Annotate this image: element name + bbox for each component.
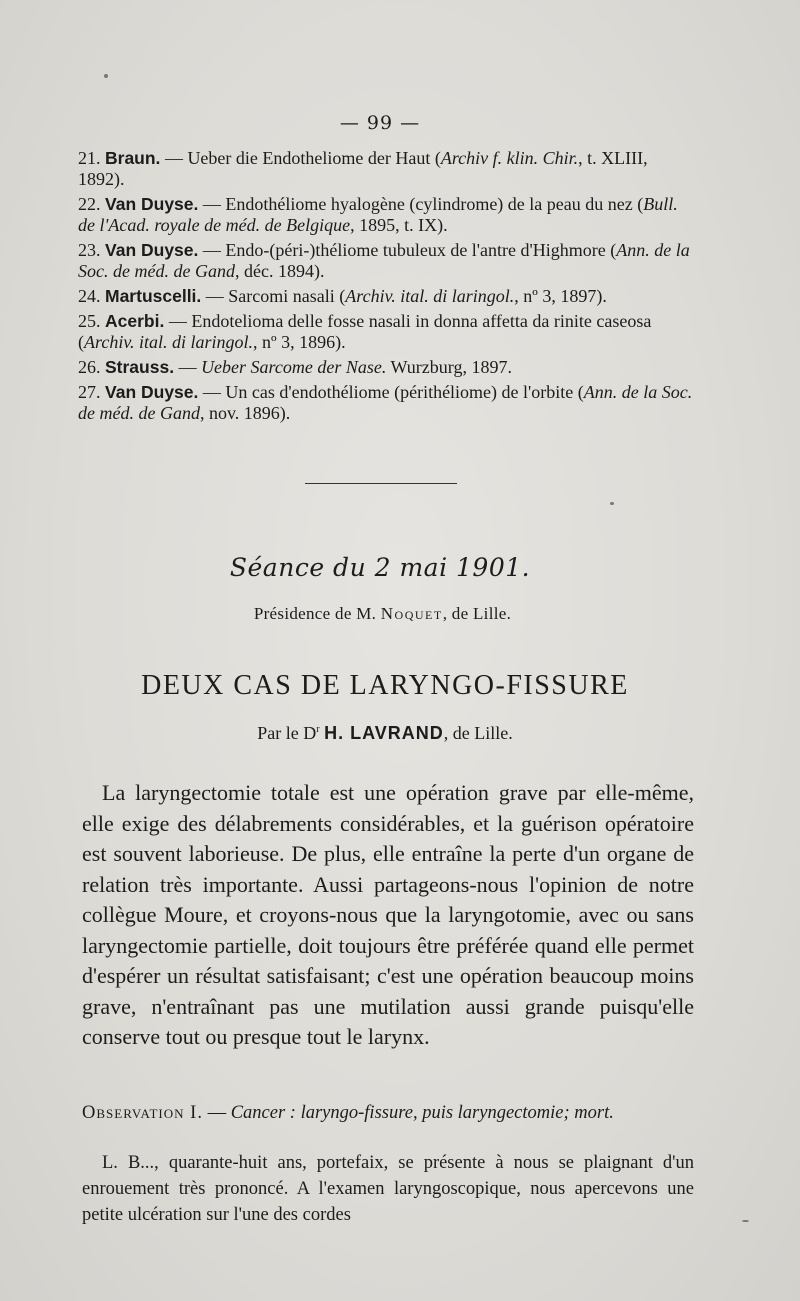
reference-author: Braun. <box>105 148 161 168</box>
observation-title: Cancer : laryngo-fissure, puis laryngectomie; mort. <box>230 1103 614 1123</box>
reference-source: Ann. de la Soc. de méd. de Gand <box>78 382 693 423</box>
section-divider <box>305 483 457 484</box>
reference-author: Van Duyse. <box>105 240 199 260</box>
print-speck <box>742 1220 749 1222</box>
reference-item: 26. Strauss. — Ueber Sarcome der Nase. Wurzburg, 1897. <box>78 357 512 377</box>
observation-label: Observation I. <box>82 1103 203 1123</box>
reference-author: Martuscelli. <box>105 286 202 306</box>
reference-source: Ueber Sarcome der Nase. <box>201 357 387 377</box>
presidence-line: Présidence de M. Noquet, de Lille. <box>253 604 512 623</box>
session-heading: Séance du 2 mai 1901. <box>229 553 531 582</box>
reference-author: Van Duyse. <box>105 382 199 402</box>
article-title: DEUX CAS DE LARYNGO-FISSURE <box>141 670 629 701</box>
reference-item: 25. Acerbi. — Endotelioma delle fosse nasali in donna affetta da rinite caseosa (Archiv. ital. di laringol., nº 3, 1896). <box>78 311 652 352</box>
print-speck <box>610 502 614 505</box>
president-name: Noquet <box>380 604 443 623</box>
observation-heading: Observation I. — Cancer : laryngo-fissure, puis laryngectomie; mort. <box>82 1103 614 1123</box>
case-paragraph: L. B..., quarante-huit ans, portefaix, se présente à nous se plaignant d'un enrouement très prononcé. A l'examen laryngoscopique, nous apercevons une petite ulcération sur l'une des cordes <box>82 1153 694 1225</box>
reference-list <box>78 148 698 428</box>
intro-paragraph: La laryngectomie totale est une opération grave par elle-même, elle exige des délabrements considérables, et la guérison opératoire est souvent laborieuse. De plus, elle entraîne la perte d'un organe de relation très importante. Aussi partageons-nous l'opinion de notre collègue Moure, et croyons-nous que la laryngotomie, avec ou sans laryngectomie partielle, doit toujours être préférée quand elle permet d'espérer un résultat satisfaisant; c'est une opération beaucoup moins grave, n'entraînant pas une mutilation aussi grande puisqu'elle conserve tout ou presque tout le larynx. <box>82 780 694 1049</box>
reference-source: Archiv. ital. di laringol. <box>84 332 253 352</box>
reference-item: 24. Martuscelli. — Sarcomi nasali (Archiv. ital. di laringol., nº 3, 1897). <box>78 286 607 306</box>
reference-source: Archiv f. klin. Chir. <box>440 148 579 168</box>
reference-item: 22. Van Duyse. — Endothéliome hyalogène (cylindrome) de la peau du nez (Bull. de l'Acad. royale de méd. de Belgique, 1895, t. IX). <box>78 194 678 235</box>
reference-item: 27. Van Duyse. — Un cas d'endothéliome (périthéliome) de l'orbite (Ann. de la Soc. de méd. de Gand, nov. 1896). <box>78 382 693 423</box>
reference-source: Archiv. ital. di laringol. <box>345 286 515 306</box>
reference-author: Strauss. <box>105 357 175 377</box>
page-number: — 99 — <box>339 112 421 134</box>
article-byline: Par le $D^r$ H. LAVRAND, de Lille. <box>257 723 513 743</box>
reference-item: 23. Van Duyse. — Endo-(péri-)théliome tubuleux de l'antre d'Highmore (Ann. de la Soc. de méd. de Gand, déc. 1894). <box>78 240 690 281</box>
reference-author: Van Duyse. <box>105 194 199 214</box>
author-name: H. LAVRAND <box>324 723 444 743</box>
reference-source: Ann. de la Soc. de méd. de Gand <box>78 240 690 281</box>
print-speck <box>104 74 108 78</box>
reference-source: Bull. de l'Acad. royale de méd. de Belgique <box>78 194 678 235</box>
reference-author: Acerbi. <box>105 311 165 331</box>
reference-item: 21. Braun. — Ueber die Endotheliome der Haut (Archiv f. klin. Chir., t. XLIII, 1892). <box>78 148 648 189</box>
